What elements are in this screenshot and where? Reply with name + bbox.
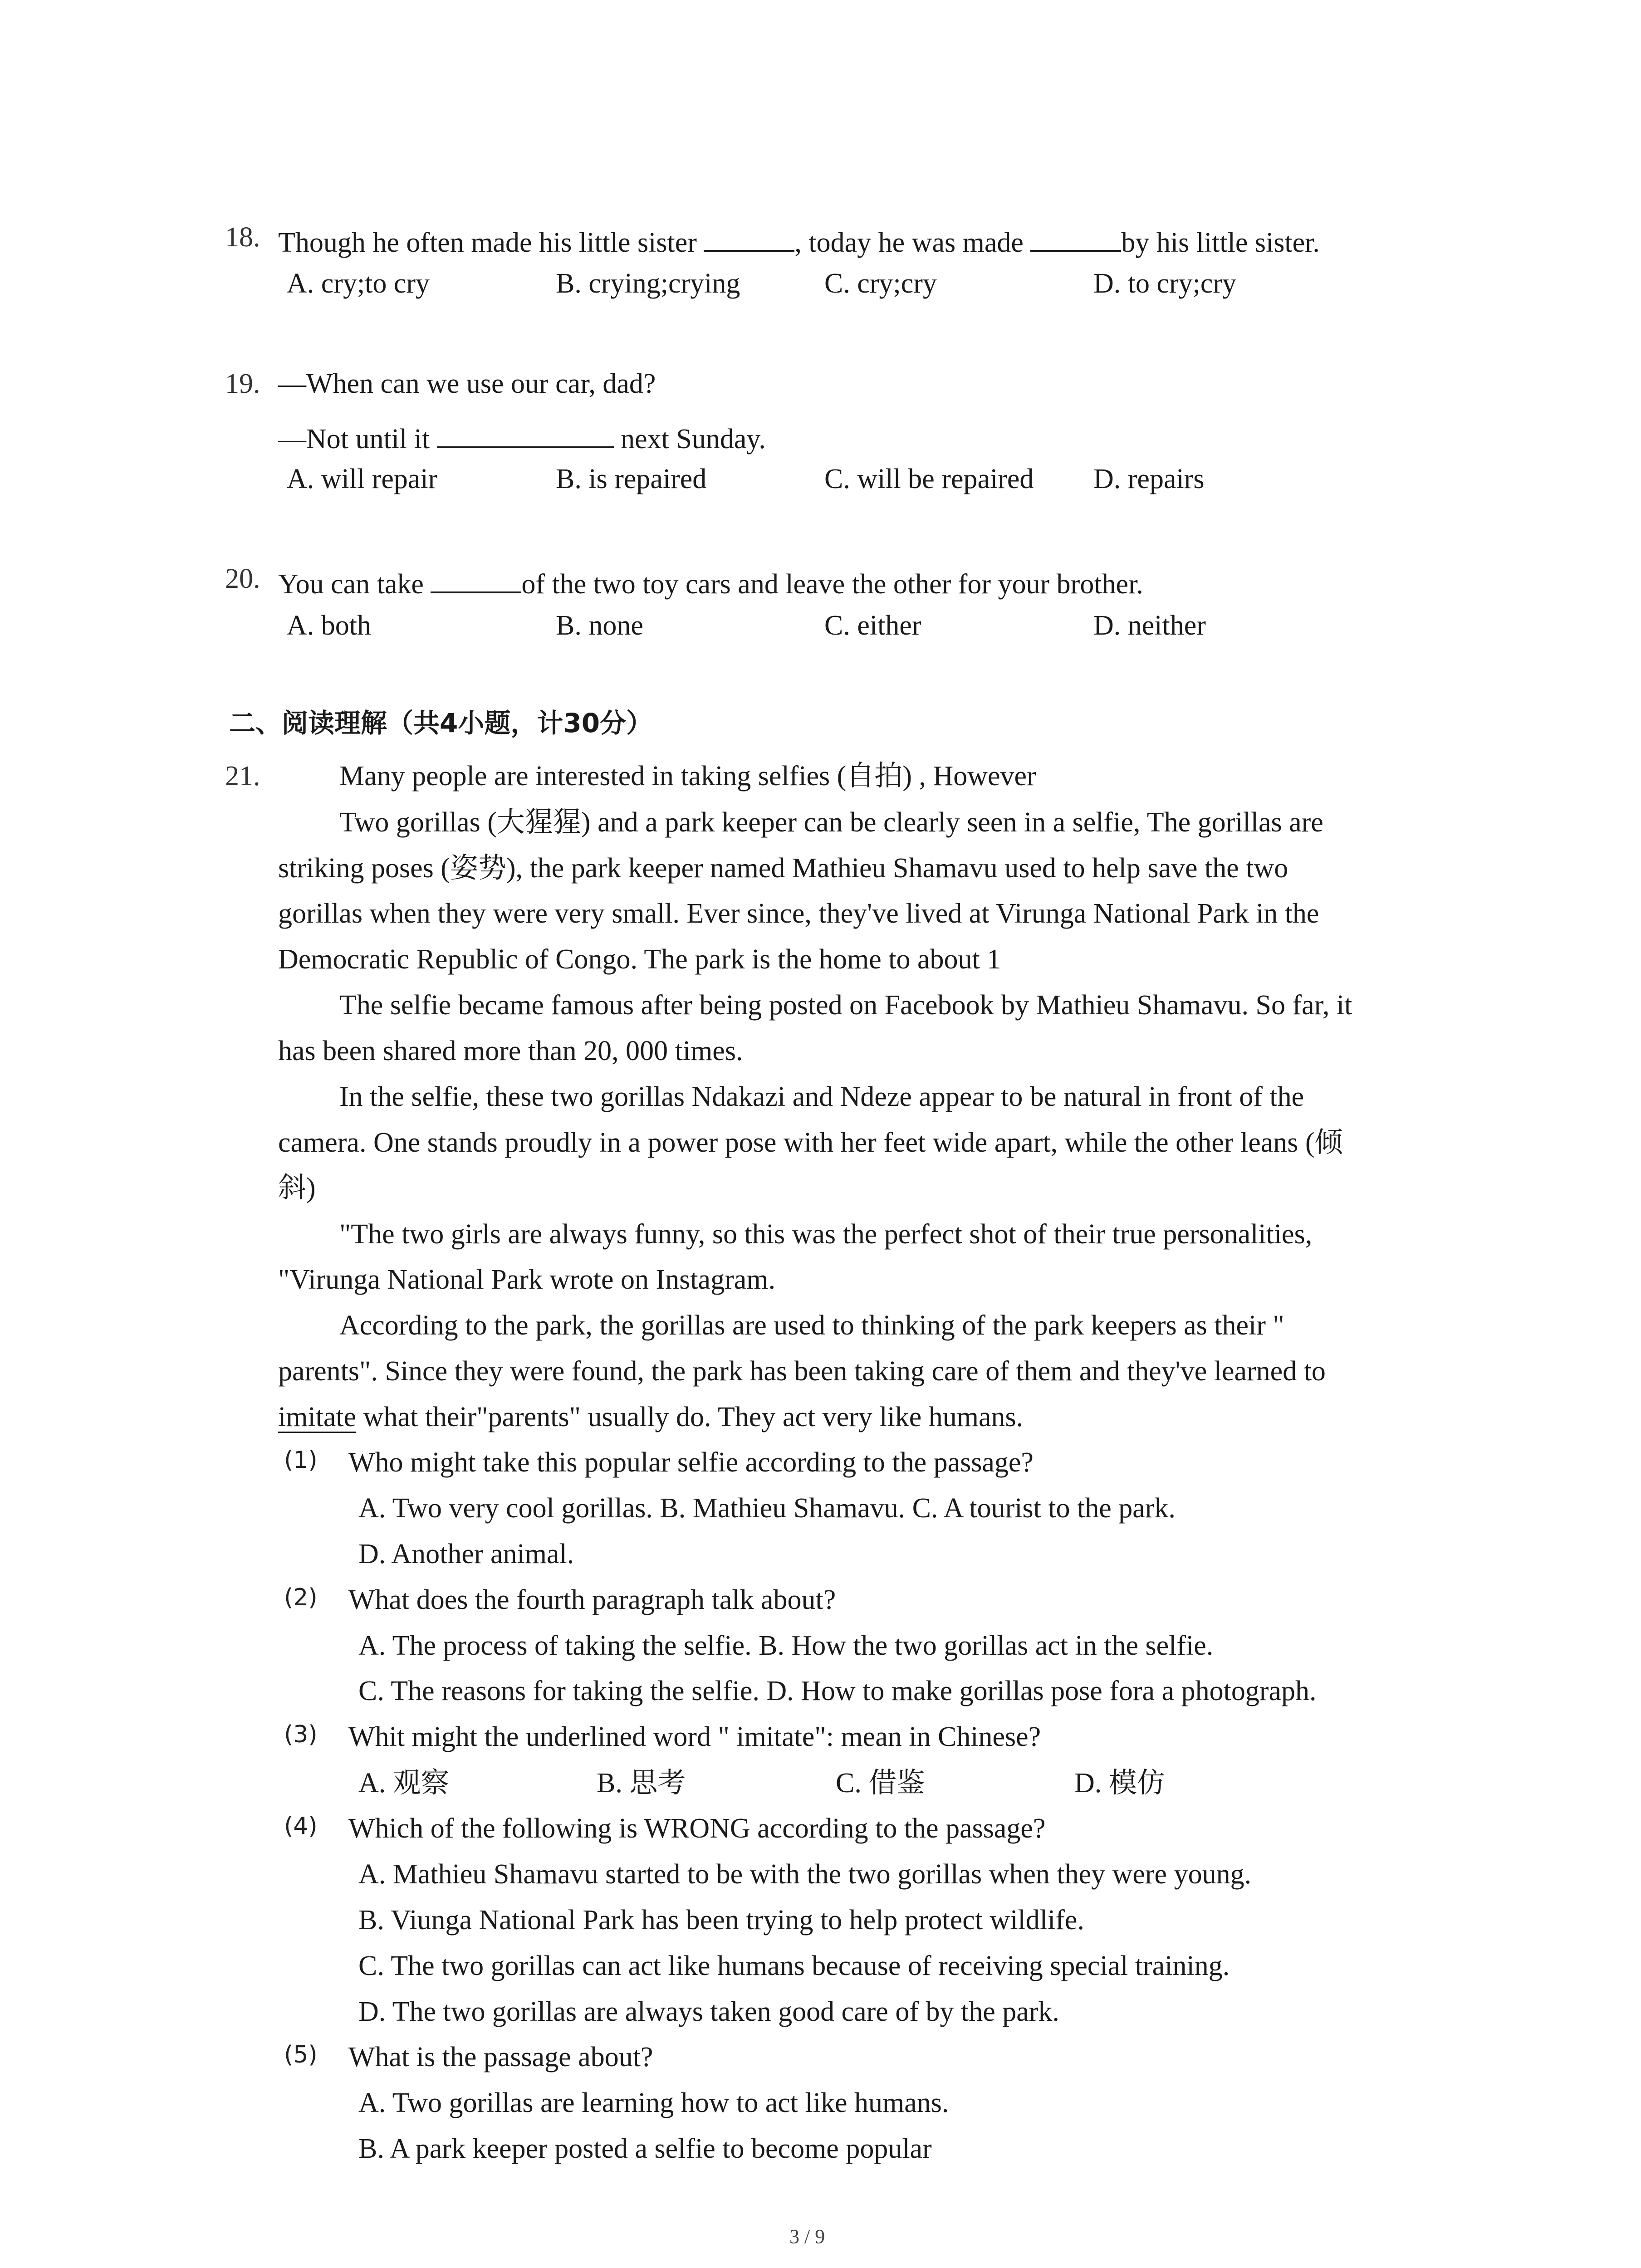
option-d: D. neither (1093, 610, 1206, 641)
question-number: 18. (225, 222, 260, 253)
sub-question-stem: Whit might the underlined word " imitate": mean in Chinese? (348, 1721, 1041, 1752)
option-b: B. Viunga National Park has been trying to help protect wildlife. (358, 1905, 1084, 1936)
passage-line: "The two girls are always funny, so this was the perfect shot of their true personalities, (339, 1219, 1313, 1250)
section-title: 二、阅读理解（共4小题，计30分） (229, 708, 653, 738)
passage-line: gorillas when they were very small. Ever since, they've lived at Virunga National Park in the (278, 898, 1319, 929)
sub-question-stem: Which of the following is WRONG according to the passage? (348, 1813, 1046, 1844)
option-c: C. either (824, 610, 921, 641)
question-stem: You can take of the two toy cars and leave the other for your brother. (278, 565, 1143, 598)
sub-question-options: A. The process of taking the selfie. B. How the two gorillas act in the selfie. (358, 1630, 1214, 1661)
answer-blank (1030, 223, 1121, 252)
passage-line: has been shared more than 20, 000 times. (278, 1036, 743, 1066)
sub-question-stem: What does the fourth paragraph talk about? (348, 1584, 836, 1615)
passage-line: Democratic Republic of Congo. The park is the home to about 1 (278, 944, 1001, 975)
question-stem: —When can we use our car, dad? (278, 368, 656, 399)
option-c: C. 借鉴 (836, 1768, 925, 1799)
option-b: B. crying;crying (556, 268, 740, 299)
question-number: 19. (225, 368, 260, 399)
option-c: C. The two gorillas can act like humans because of receiving special training. (358, 1950, 1230, 1981)
option-b: B. is repaired (556, 464, 707, 494)
passage-line: Two gorillas (大猩猩) and a park keeper can be clearly seen in a selfie, The gorillas are (339, 807, 1323, 838)
sub-question-number: (1) (284, 1447, 318, 1474)
question-stem: Though he often made his little sister , today he was made by his little sister. (278, 223, 1320, 257)
sub-question-options: D. Another animal. (358, 1539, 574, 1569)
passage-line: "Virunga National Park wrote on Instagram. (278, 1264, 775, 1295)
option-a: A. Two gorillas are learning how to act like humans. (358, 2087, 949, 2118)
question-number: 21. (225, 761, 260, 792)
sub-question-number: (5) (284, 2041, 318, 2068)
option-d: D. The two gorillas are always taken good care of by the park. (358, 1996, 1059, 2027)
question-stem-line2: —Not until it next Sunday. (278, 420, 766, 453)
option-d: D. repairs (1093, 464, 1205, 494)
option-b: B. none (556, 610, 643, 641)
sub-question-stem: Who might take this popular selfie according to the passage? (348, 1447, 1034, 1478)
page-number: 3 / 9 (789, 2225, 825, 2248)
question-number: 20. (225, 563, 260, 594)
answer-blank (437, 420, 614, 448)
passage-line: Many people are interested in taking selfies (自拍) , However (339, 761, 1036, 792)
option-a: A. will repair (287, 464, 438, 494)
passage-line: parents". Since they were found, the park has been taking care of them and they've learned to (278, 1356, 1326, 1387)
sub-question-stem: What is the passage about? (348, 2042, 653, 2072)
sub-question-options: C. The reasons for taking the selfie. D. How to make gorillas pose fora a photograph. (358, 1676, 1317, 1706)
option-a: A. both (287, 610, 371, 641)
passage-line: According to the park, the gorillas are used to thinking of the park keepers as their " (339, 1310, 1284, 1341)
option-d: D. 模仿 (1074, 1768, 1165, 1799)
option-c: C. cry;cry (824, 268, 937, 299)
sub-question-number: (2) (284, 1584, 318, 1611)
answer-blank (431, 565, 521, 593)
option-b: B. A park keeper posted a selfie to become popular (358, 2133, 932, 2164)
passage-line: camera. One stands proudly in a power pose with her feet wide apart, while the other leans (倾 (278, 1127, 1343, 1158)
option-c: C. will be repaired (824, 464, 1034, 494)
option-a: A. 观察 (358, 1768, 449, 1799)
passage-line: 斜) (278, 1173, 316, 1203)
passage-line: imitate what their"parents" usually do. They act very like humans. (278, 1402, 1024, 1432)
option-b: B. 思考 (597, 1768, 686, 1799)
option-a: A. Mathieu Shamavu started to be with the two gorillas when they were young. (358, 1859, 1252, 1890)
passage-line: striking poses (姿势), the park keeper named Mathieu Shamavu used to help save the two (278, 853, 1288, 884)
passage-line: The selfie became famous after being posted on Facebook by Mathieu Shamavu. So far, it (339, 990, 1352, 1021)
sub-question-number: (4) (284, 1813, 318, 1840)
sub-question-options: A. Two very cool gorillas. B. Mathieu Shamavu. C. A tourist to the park. (358, 1493, 1176, 1524)
passage-line: In the selfie, these two gorillas Ndakazi and Ndeze appear to be natural in front of the (339, 1081, 1304, 1112)
option-a: A. cry;to cry (287, 268, 430, 299)
underlined-word: imitate (278, 1402, 357, 1432)
answer-blank (704, 223, 794, 252)
sub-question-number: (3) (284, 1721, 318, 1748)
option-d: D. to cry;cry (1093, 268, 1237, 299)
